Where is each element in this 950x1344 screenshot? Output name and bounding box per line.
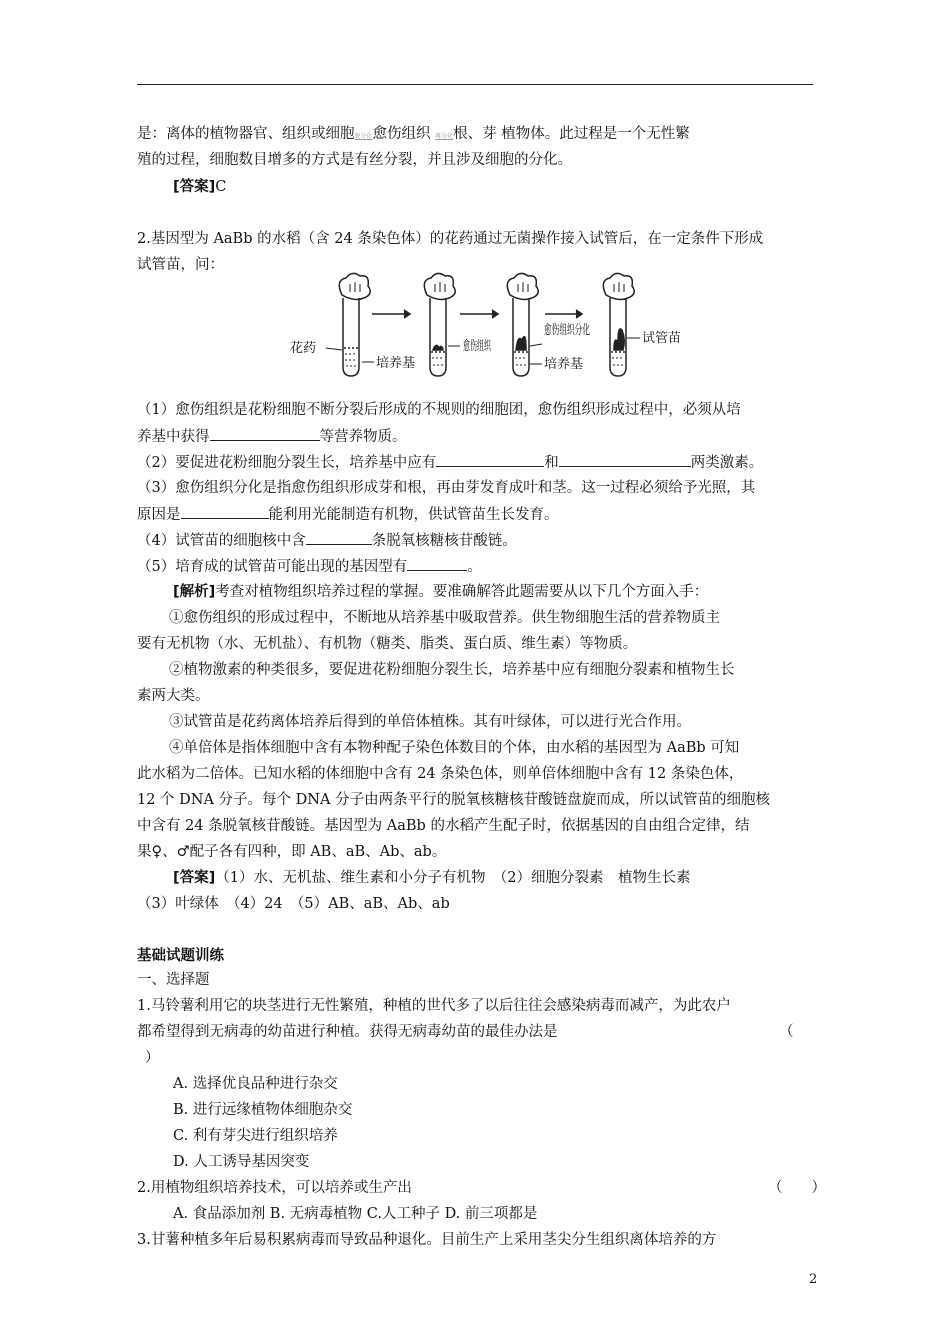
intro-text-c: 愈伤组织 (372, 126, 431, 142)
answer-blank-5[interactable] (407, 556, 467, 571)
bq1-option-d[interactable]: D. 人工诱导基因突变 (173, 1154, 310, 1170)
q2-sub3-line2 (137, 504, 559, 525)
q2-sub2-and: 和 (544, 455, 559, 471)
analysis-intro-text: 考查对植物组织培养过程的掌握。要准确解答此题需要从以下几个方面入手： (215, 584, 709, 600)
q2-sub2-text: （2）要促进花粉细胞分裂生长，培养基中应有 (137, 455, 437, 471)
q2-sub5-tail: 。 (467, 559, 482, 575)
bq1-paren-open: （ (779, 1024, 794, 1040)
page-number: 2 (809, 1272, 818, 1287)
q2-sub1-text: 养基中获得 (137, 429, 210, 445)
analysis-2-line1: ②植物激素的种类很多，要促进花粉细胞分裂生长，培养基中应有细胞分裂素和植物生长 (169, 662, 735, 678)
q2-sub2-tail: 两类激素。 (690, 455, 764, 471)
analysis-intro (173, 582, 708, 602)
q2-sub4-tail: 条脱氧核糖核苷酸链。 (371, 533, 517, 549)
section-subheading: 一、选择题 (137, 972, 210, 988)
bq1-option-c[interactable]: C. 利有芽尖进行组织培养 (173, 1128, 338, 1144)
bq2-options[interactable]: A. 食品添加剂 B. 无病毒植物 C.人工种子 D. 前三项都是 (173, 1206, 538, 1222)
q2-answer-line1 (173, 868, 690, 888)
answer-label: [答案] (173, 870, 216, 886)
answer-text-1: （1）水、无机盐、维生素和小分子有机物 （2）细胞分裂素 植物生长素 (215, 870, 691, 886)
q2-sub1-line2 (137, 426, 407, 447)
q2-stem-2: 试管苗，问： (137, 257, 224, 273)
label-seedling: 试管苗 (642, 331, 682, 346)
q2-sub3-line1: （3）愈伤组织分化是指愈伤组织形成芽和根，再由芽发育成叶和茎。这一过程必须给予光照，其 (137, 480, 756, 496)
bq1-option-a[interactable]: A. 选择优良品种进行杂交 (173, 1076, 338, 1092)
intro-line-2: 殖的过程，细胞数目增多的方式是有丝分裂，并且涉及细胞的分化。 (137, 152, 572, 168)
analysis-2-line2: 素两大类。 (137, 688, 210, 704)
label-medium-2: 培养基 (544, 357, 584, 372)
q2-answer-line2: （3）叶绿体 （4）24 （5）AB、aB、Ab、ab (137, 896, 450, 912)
test-tube-3 (507, 273, 538, 376)
q2-sub4-text: （4）试管苗的细胞核中含 (137, 533, 306, 549)
intro-text-f: 植物体。此过程是一个无性繁 (501, 126, 690, 142)
tissue-culture-diagram (280, 270, 700, 385)
q2-sub1-tail: 等营养物质。 (319, 429, 407, 445)
q2-sub5 (137, 556, 482, 577)
intro-line-1 (137, 124, 690, 147)
analysis-1-line2: 要有无机物（水、无机盐）、有机物（糖类、脂类、蛋白质、维生素）等物质。 (137, 636, 638, 652)
analysis-4-line4: 中含有 24 条脱氧核苷酸链。基因型为 AaBb 的水稻产生配子时，依据基因的自由组合定律，结 (137, 818, 750, 834)
test-tube-4 (603, 273, 634, 376)
q2-sub2 (137, 452, 763, 473)
analysis-4-line5: 果♀、♂配子各有四种，即 AB、aB、Ab、ab。 (137, 844, 447, 860)
intro-text-a: 是：离体的植物器官、组织或细胞 (137, 126, 355, 142)
analysis-4-line2: 此水稻为二倍体。已知水稻的体细胞中含有 24 条染色体，则单倍体细胞中含有 12 条染色体， (137, 766, 744, 782)
answer-blank-1[interactable] (210, 426, 320, 441)
arrow-label-redifferentiation: 再分化 (435, 133, 454, 140)
intro-answer (173, 177, 226, 197)
analysis-3-line1: ③试管苗是花药离体培养后得到的单倍体植株。其有叶绿体，可以进行光合作用。 (169, 714, 691, 730)
arrow-label-dedifferentiation: 脱分化 (354, 133, 373, 140)
q2-sub3-tail: 能利用光能制造有机物，供试管苗生长发育。 (268, 507, 559, 523)
bq1-paren-close: ） (145, 1050, 160, 1066)
q2-stem-1: 2.基因型为 AaBb 的水稻（含 24 条染色体）的花药通过无菌操作接入试管后，在一定条件下形成 (137, 231, 764, 247)
label-callus: 愈伤组织 (463, 339, 516, 354)
test-tube-2 (424, 273, 455, 376)
label-anther: 花药 (290, 341, 317, 356)
intro-text-e: 根、芽 (453, 126, 497, 142)
answer-blank-3[interactable] (181, 504, 269, 519)
bq3-line1: 3.甘薯种植多年后易积累病毒而导致品种退化。目前生产上采用茎尖分生组织离体培养的方 (137, 1232, 717, 1248)
analysis-label: [解析] (173, 584, 216, 600)
bq2-stem: 2.用植物组织培养技术，可以培养或生产出 (137, 1180, 412, 1196)
answer-value: C (215, 179, 227, 195)
bq1-line1: 1.马铃薯利用它的块茎进行无性繁殖，种植的世代多了以后往往会感染病毒而减产，为此农户 (137, 998, 731, 1014)
q2-sub1-line1: （1）愈伤组织是花粉细胞不断分裂后形成的不规则的细胞团，愈伤组织形成过程中，必须从培 (137, 402, 741, 418)
label-medium: 培养基 (376, 356, 416, 371)
test-tube-1 (339, 273, 370, 376)
section-heading: 基础试题训练 (137, 948, 224, 964)
q2-sub3-text: 原因是 (137, 507, 181, 523)
answer-blank-4[interactable] (306, 530, 372, 545)
analysis-4-line1: ④单倍体是指体细胞中含有本物种配子染色体数目的个体，由水稻的基因型为 AaBb 可知 (169, 740, 740, 756)
bq1-line2: 都希望得到无病毒的幼苗进行种植。获得无病毒幼苗的最佳办法是 (137, 1024, 558, 1040)
q2-sub5-text: （5）培育成的试管苗可能出现的基因型有 (137, 559, 408, 575)
answer-blank-2b[interactable] (559, 452, 691, 467)
bq1-option-b[interactable]: B. 进行远缘植物体细胞杂交 (173, 1102, 353, 1118)
analysis-4-line3: 12 个 DNA 分子。每个 DNA 分子由两条平行的脱氧核糖核苷酸链盘旋而成，所以试管苗的细胞核 (137, 792, 771, 808)
answer-blank-2a[interactable] (436, 452, 544, 467)
q2-sub4 (137, 530, 517, 551)
bq2-paren: （ ） (768, 1180, 826, 1196)
answer-label: [答案] (173, 179, 216, 195)
header-rule (137, 84, 813, 85)
analysis-1-line1: ①愈伤组织的形成过程中，不断地从培养基中吸取营养。供生物细胞生活的营养物质主 (169, 610, 720, 626)
label-callus-differentiation: 愈伤组织分化 (544, 323, 623, 338)
